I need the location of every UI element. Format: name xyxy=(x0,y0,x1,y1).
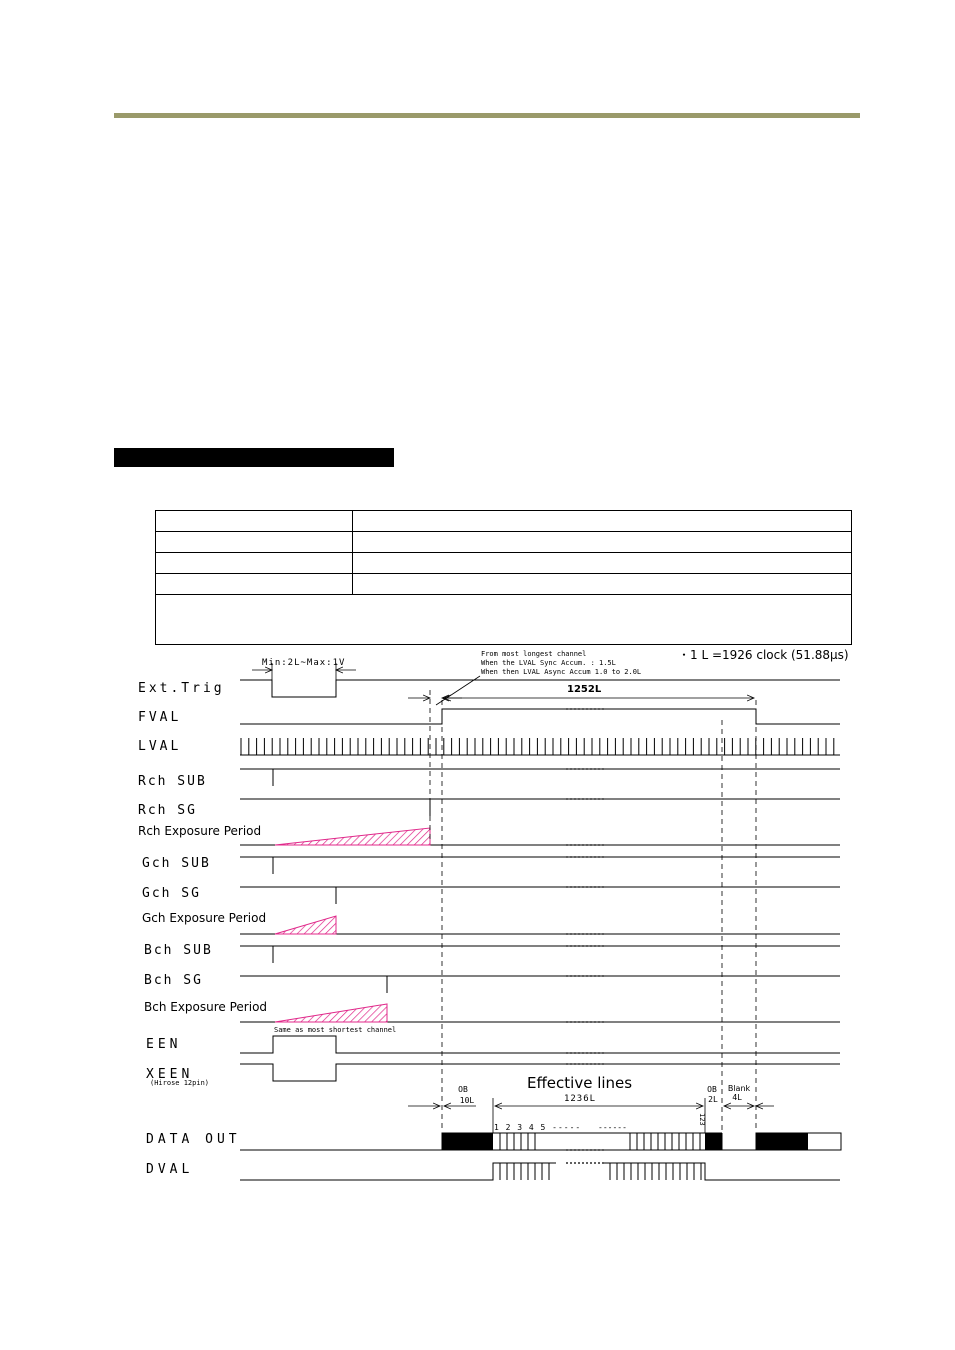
blank-length: 4L xyxy=(732,1093,742,1102)
lval-pulse-train xyxy=(241,738,834,755)
last-line-numbers: 123 xyxy=(698,1113,706,1126)
label-bch-sg: Bch SG xyxy=(144,973,203,988)
bch-exposure-ramp xyxy=(275,1004,387,1022)
label-een: EEN xyxy=(146,1037,182,1052)
line-dashes: ------ xyxy=(598,1123,627,1132)
data-out-ob-bottom-block xyxy=(705,1133,722,1150)
data-out-line-ticks xyxy=(500,1133,700,1150)
label-rch-sg: Rch SG xyxy=(138,803,197,818)
lval-note-3: When then LVAL Async Accum 1.0 to 2.0L xyxy=(481,668,642,676)
label-xeen-sub: (Hirose 12pin) xyxy=(150,1079,210,1087)
ext-trig-waveform xyxy=(240,680,840,697)
clock-note: ・1 L =1926 clock (51.88μs) xyxy=(678,648,849,662)
ob-top-label: OB xyxy=(458,1085,468,1094)
label-fval: FVAL xyxy=(138,710,182,725)
lval-note-1: From most longest channel xyxy=(481,650,587,658)
effective-lines-label: Effective lines xyxy=(527,1074,633,1092)
label-bch-exposure: Bch Exposure Period xyxy=(144,1000,268,1014)
fval-waveform xyxy=(240,709,840,724)
trigger-width-note: Min:2L~Max:1V xyxy=(262,658,346,668)
gch-exposure-ramp xyxy=(275,916,336,934)
label-lval: LVAL xyxy=(138,739,182,754)
label-bch-sub: Bch SUB xyxy=(144,943,213,958)
ob-top-length: 10L xyxy=(459,1096,475,1105)
lval-note-2: When the LVAL Sync Accum. : 1.5L xyxy=(481,659,616,667)
label-gch-exposure: Gch Exposure Period xyxy=(142,911,267,925)
blank-label: Blank xyxy=(727,1084,751,1093)
line-numbers: 1 2 3 4 5 ----- xyxy=(494,1123,582,1132)
rch-exposure-ramp xyxy=(275,828,430,845)
label-gch-sub: Gch SUB xyxy=(142,856,211,871)
een-waveform xyxy=(240,1036,840,1053)
ob-bottom-label: OB xyxy=(707,1085,717,1094)
data-out-next-block xyxy=(756,1133,808,1150)
label-dval: DVAL xyxy=(146,1162,194,1177)
een-note: Same as most shortest channel xyxy=(274,1026,397,1034)
label-data-out: DATA OUT xyxy=(146,1132,241,1147)
data-out-frame xyxy=(240,1133,841,1150)
label-xeen: XEEN xyxy=(146,1067,194,1082)
label-rch-sub: Rch SUB xyxy=(138,774,207,789)
ob-bottom-length: 2L xyxy=(708,1095,718,1104)
label-ext-trig: Ext.Trig xyxy=(138,681,225,696)
label-gch-sg: Gch SG xyxy=(142,886,201,901)
dval-waveform xyxy=(240,1163,840,1180)
data-out-ob-top-block xyxy=(442,1133,493,1150)
fval-length-label: 1252L xyxy=(567,684,602,695)
effective-length: 1236L xyxy=(563,1094,597,1104)
label-rch-exposure: Rch Exposure Period xyxy=(138,824,262,838)
